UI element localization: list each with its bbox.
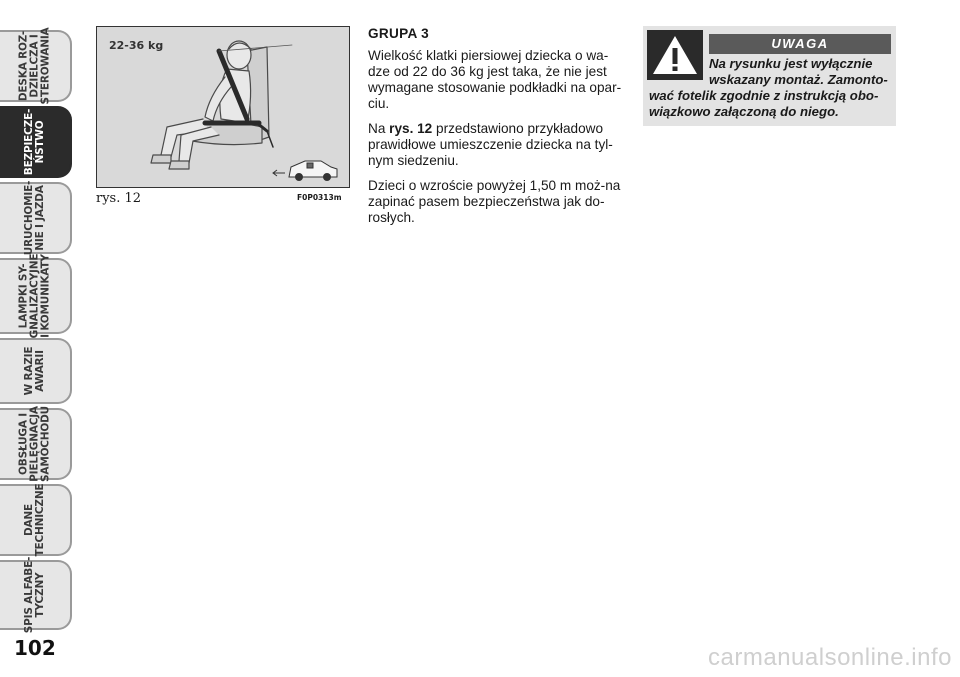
tab-bezpieczenstwo[interactable]: [0, 106, 72, 178]
paragraph-3: Dzieci o wzroście powyżej 1,50 m moż-na zapinać pasem bezpieczeństwa jak do-rosłych.: [368, 178, 621, 225]
tab-label: URUCHOMIE- NIE I JAZDA: [23, 180, 46, 256]
tab-label: LAMPKI SY- GNALIZACYJNE I KOMUNIKATY: [17, 253, 52, 339]
car-icon: [289, 161, 337, 181]
watermark: carmanualsonline.info: [708, 644, 952, 671]
tab-label: DESKA ROZ- DZIELCZA I STEROWANIA: [17, 27, 52, 105]
figure-caption: rys. 12: [96, 191, 142, 206]
warning-title: UWAGA: [709, 34, 891, 54]
section-title: GRUPA 3: [368, 26, 430, 41]
tab-dane-techniczne[interactable]: [0, 484, 72, 556]
tab-label: DANE TECHNICZNE: [23, 483, 46, 557]
tab-uruchomienie[interactable]: [0, 182, 72, 254]
figure-code: F0P0313m: [297, 193, 342, 202]
figure-illustration: [96, 26, 350, 188]
tab-obsluga[interactable]: [0, 408, 72, 480]
tab-deska-rozdzielcza[interactable]: [0, 27, 72, 105]
tab-spis-alfabetyczny[interactable]: [0, 556, 72, 634]
warning-text: [649, 56, 892, 120]
section-content: [368, 26, 622, 235]
warning-box: [643, 26, 896, 126]
tab-w-razie-awarii[interactable]: [0, 338, 72, 404]
figure-reference[interactable]: rys. 12: [389, 121, 433, 136]
tab-lampki[interactable]: [0, 253, 72, 339]
paragraph-1: Wielkość klatki piersiowej dziecka o wa-dze od 22 do 36 kg jest taka, że nie jest wymagane stosowanie podkładki na opar-ciu.: [368, 48, 622, 111]
paragraph-2-prefix: Na: [368, 121, 390, 136]
warning-line-1: Na rysunku jest wyłącznie: [709, 56, 873, 71]
paragraph-2-rest: przedstawiono przykładowo prawidłowe umieszczenie dziecka na tyl-nym siedzeniu.: [368, 121, 613, 168]
paragraph-2: [368, 121, 622, 169]
warning-line-3: wać fotelik zgodnie z instrukcją obo-: [649, 88, 879, 103]
tab-label: BEZPIECZE- ŃSTWO: [23, 108, 46, 176]
warning-line-2: wskazany montaż. Zamonto-: [709, 72, 888, 87]
tab-label: OBSŁUGA I PIELĘGNACJA SAMOCHODU: [17, 406, 52, 482]
figure-weight-label: 22-36 kg: [109, 39, 164, 52]
child-seat-illustration: [97, 27, 348, 186]
warning-line-4: wiązkowo załączoną do niego.: [649, 104, 839, 119]
tab-label: SPIS ALFABE- TYCZNY: [23, 556, 46, 634]
page-number: 102: [14, 636, 56, 660]
tab-label: W RAZIE AWARII: [23, 346, 46, 396]
